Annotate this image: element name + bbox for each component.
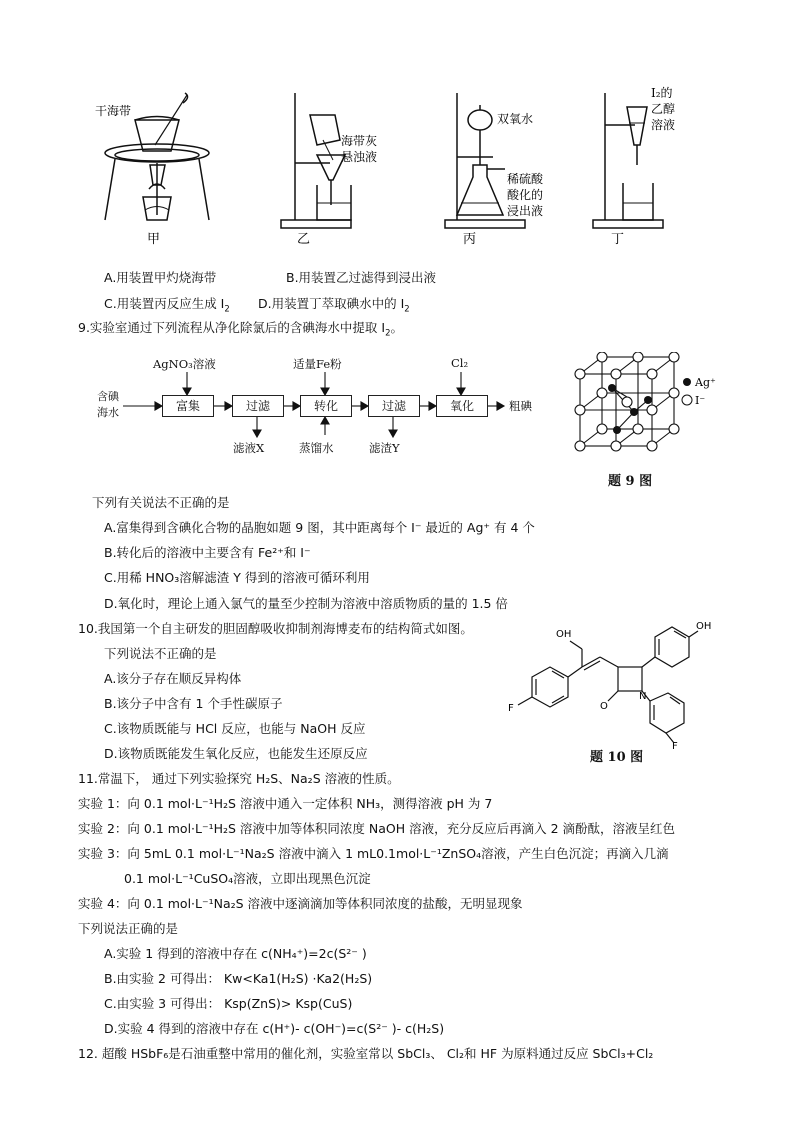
q11-exp3-line2: 0.1 mol·L⁻¹CuSO₄溶液，立即出现黑色沉淀: [124, 871, 371, 886]
flow-reagent-agno3: AgNO₃溶液: [153, 357, 216, 371]
q10-option-a: A.该分子存在顺反异构体: [104, 671, 242, 686]
q8-option-b: B.用装置乙过滤得到浸出液: [286, 270, 437, 285]
caption-bing: 丙: [463, 232, 477, 247]
label-i2-3: 溶液: [651, 118, 676, 132]
q11-exp4: 实验 4：向 0.1 mol·L⁻¹Na₂S 溶液中逐滴滴加等体积同浓度的盐酸，无明显现象: [78, 896, 523, 911]
q10-option-b: B.该分子中含有 1 个手性碳原子: [104, 696, 283, 711]
q8-option-a: A.用装置甲灼烧海带: [104, 270, 217, 285]
q9-option-d: D.氧化时，理论上通入氯气的量至少控制为溶液中溶质物质的量的 1.5 倍: [104, 596, 508, 611]
label-leach-3: 浸出液: [507, 204, 544, 218]
q10-structure: [500, 615, 720, 750]
q8-c-text: C.用装置丙反应生成 I: [104, 296, 225, 311]
flow-distilled-water: 蒸馏水: [299, 441, 334, 455]
caption-ding: 丁: [611, 232, 625, 247]
q9-stem-end: 。: [390, 320, 404, 335]
q11-question: 下列说法正确的是: [78, 921, 179, 936]
flow-step-enrich: 富集: [162, 395, 214, 417]
label-leach-2: 酸化的: [507, 188, 544, 202]
struct-oh-1: OH: [556, 629, 572, 640]
q9-option-a: A.富集得到含碘化合物的晶胞如题 9 图，其中距离每个 I⁻ 最近的 Ag⁺ 有 4 个: [104, 520, 535, 535]
q9-flow-chart: [95, 350, 565, 465]
q9-crystal-cell: [572, 352, 722, 467]
q9-question: 下列有关说法不正确的是: [92, 495, 230, 510]
struct-o: O: [600, 701, 608, 712]
q9-stem-text: 9.实验室通过下列流程从净化除氯后的含碘海水中提取 I: [78, 320, 386, 335]
q10-figure-caption: 题 10 图: [590, 750, 644, 765]
legend-ag: Ag⁺: [695, 376, 716, 389]
label-h2o2: 双氧水: [497, 112, 534, 126]
q9-option-b: B.转化后的溶液中主要含有 Fe²⁺和 I⁻: [104, 545, 311, 560]
label-leach-1: 稀硫酸: [507, 172, 544, 186]
legend-i: I⁻: [695, 394, 706, 407]
q10-question: 下列说法不正确的是: [104, 646, 217, 661]
q9-stem: [78, 320, 403, 342]
flow-step-filter-2: 过滤: [368, 395, 420, 417]
q8-c-sub: 2: [224, 304, 230, 315]
flow-start-2: 海水: [97, 406, 119, 419]
q9-figure-caption: 题 9 图: [608, 474, 653, 489]
label-i2-1: I₂的: [651, 86, 673, 100]
flow-start-1: 含碘: [97, 390, 119, 403]
flow-reagent-cl2: Cl₂: [451, 356, 469, 370]
q11-option-d: D.实验 4 得到的溶液中存在 c(H⁺)- c(OH⁻)=c(S²⁻ )- c(H₂S): [104, 1021, 445, 1036]
q8-d-sub: 2: [404, 304, 410, 315]
q11-exp1: 实验 1：向 0.1 mol·L⁻¹H₂S 溶液中通入一定体积 NH₃，测得溶液 pH 为 7: [78, 796, 493, 811]
q11-exp3-line1: 实验 3：向 5mL 0.1 mol·L⁻¹Na₂S 溶液中滴入 1 mL0.1mol·L⁻¹ZnSO₄溶液，产生白色沉淀；再滴入几滴: [78, 846, 669, 861]
q8-option-c: [104, 296, 230, 318]
q11-stem: 11.常温下， 通过下列实验探究 H₂S、Na₂S 溶液的性质。: [78, 771, 400, 786]
apparatus-figure: [95, 85, 695, 250]
label-kelp: 干海带: [95, 104, 132, 118]
q8-d-text: D.用装置丁萃取碘水中的 I: [258, 296, 405, 311]
flow-step-oxidize: 氧化: [436, 395, 488, 417]
q11-option-a: A.实验 1 得到的溶液中存在 c(NH₄⁺)=2c(S²⁻ ): [104, 946, 367, 961]
q9-stem-sub: 2: [385, 328, 391, 339]
q10-stem: 10.我国第一个自主研发的胆固醇吸收抑制剂海博麦布的结构简式如图。: [78, 621, 473, 636]
flow-reagent-fe: 适量Fe粉: [293, 357, 342, 371]
flow-residue-y: 滤渣Y: [369, 441, 400, 455]
q10-option-c: C.该物质既能与 HCl 反应，也能与 NaOH 反应: [104, 721, 366, 736]
flow-step-filter-1: 过滤: [232, 395, 284, 417]
struct-f-1: F: [508, 703, 514, 714]
label-i2-2: 乙醇: [651, 102, 676, 116]
flow-filtrate-x: 滤液X: [233, 441, 265, 455]
struct-n: N: [639, 691, 647, 702]
q8-option-d: [258, 296, 410, 318]
caption-jia: 甲: [147, 232, 161, 247]
q10-option-d: D.该物质既能发生氧化反应，也能发生还原反应: [104, 746, 368, 761]
q11-exp2: 实验 2：向 0.1 mol·L⁻¹H₂S 溶液中加等体积同浓度 NaOH 溶液，充分反应后再滴入 2 滴酚酞，溶液呈红色: [78, 821, 676, 836]
caption-yi: 乙: [297, 232, 311, 247]
q12-stem: 12. 超酸 HSbF₆是石油重整中常用的催化剂，实验室常以 SbCl₃、 Cl₂和 HF 为原料通过反应 SbCl₃+Cl₂: [78, 1046, 654, 1061]
flow-end-crude-iodine: 粗碘: [509, 399, 532, 413]
q9-option-c: C.用稀 HNO₃溶解滤渣 Y 得到的溶液可循环利用: [104, 570, 370, 585]
label-ash-1: 海带灰: [341, 134, 378, 148]
struct-oh-2: OH: [696, 621, 712, 632]
label-ash-2: 悬浊液: [341, 150, 378, 164]
q11-option-c: C.由实验 3 可得出： Ksp(ZnS)> Ksp(CuS): [104, 996, 353, 1011]
flow-step-convert: 转化: [300, 395, 352, 417]
struct-f-2: F: [672, 741, 678, 750]
q11-option-b: B.由实验 2 可得出： Kw<Ka1(H₂S) ·Ka2(H₂S): [104, 971, 373, 986]
